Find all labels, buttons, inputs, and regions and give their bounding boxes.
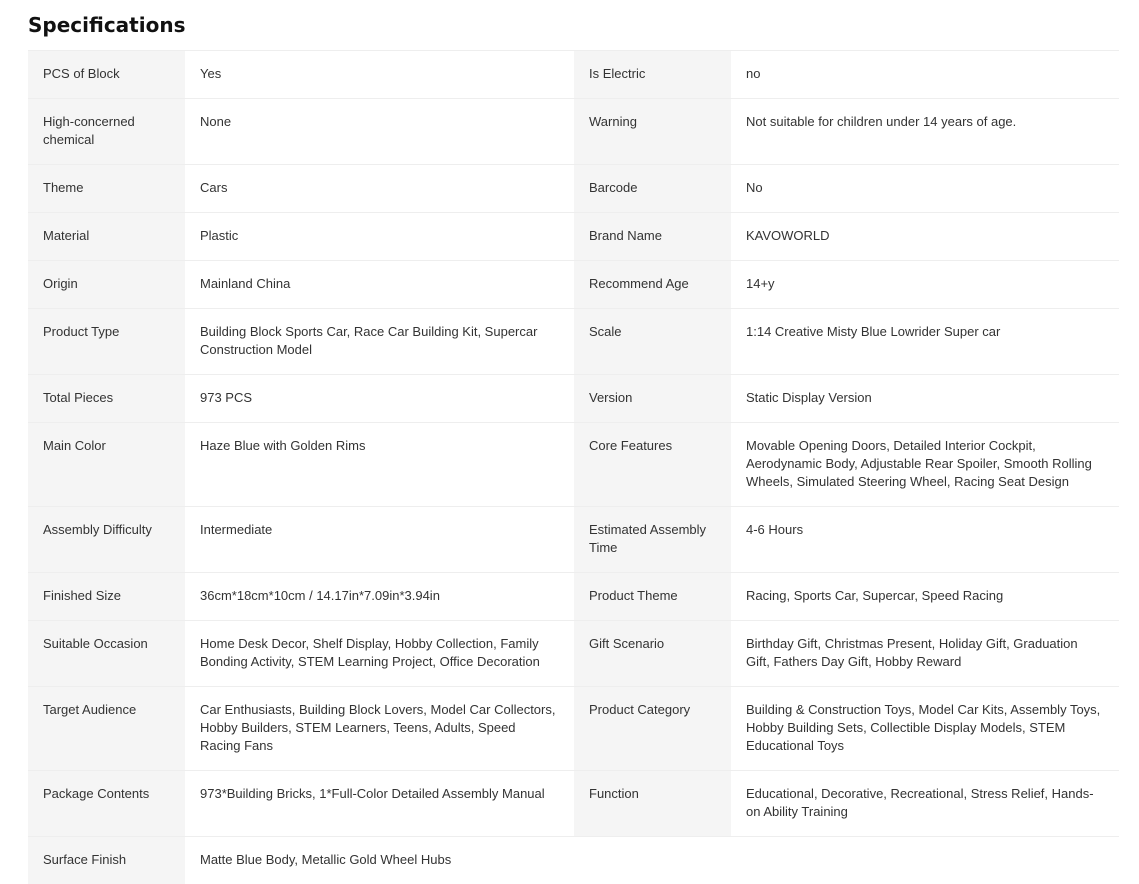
spec-value: None	[185, 99, 574, 165]
spec-value: Plastic	[185, 213, 574, 261]
spec-label: Package Contents	[28, 771, 185, 837]
spec-value: no	[731, 51, 1119, 99]
spec-row	[28, 51, 1119, 99]
spec-row	[28, 687, 1119, 771]
spec-label: Product Theme	[574, 573, 731, 621]
spec-value: Educational, Decorative, Recreational, Stress Relief, Hands-on Ability Training	[731, 771, 1119, 837]
spec-value: 1:14 Creative Misty Blue Lowrider Super car	[731, 309, 1119, 375]
spec-label: Origin	[28, 261, 185, 309]
spec-label: Gift Scenario	[574, 621, 731, 687]
spec-label: Recommend Age	[574, 261, 731, 309]
spec-value: 14+y	[731, 261, 1119, 309]
spec-row	[28, 621, 1119, 687]
spec-label: Product Category	[574, 687, 731, 771]
spec-label: Core Features	[574, 423, 731, 507]
spec-label: Theme	[28, 165, 185, 213]
spec-label: Finished Size	[28, 573, 185, 621]
spec-row	[28, 213, 1119, 261]
spec-label: PCS of Block	[28, 51, 185, 99]
spec-label: Brand Name	[574, 213, 731, 261]
spec-row	[28, 573, 1119, 621]
spec-value: 4-6 Hours	[731, 507, 1119, 573]
spec-value: Car Enthusiasts, Building Block Lovers, Model Car Collectors, Hobby Builders, STEM Learners, Teens, Adults, Speed Racing Fans	[185, 687, 574, 771]
spec-row	[28, 837, 1119, 884]
spec-row	[28, 375, 1119, 423]
spec-value: Mainland China	[185, 261, 574, 309]
spec-value: 973*Building Bricks, 1*Full-Color Detailed Assembly Manual	[185, 771, 574, 837]
spec-value: Cars	[185, 165, 574, 213]
spec-value: 973 PCS	[185, 375, 574, 423]
spec-row	[28, 423, 1119, 507]
spec-row	[28, 99, 1119, 165]
spec-value: 36cm*18cm*10cm / 14.17in*7.09in*3.94in	[185, 573, 574, 621]
spec-value: Matte Blue Body, Metallic Gold Wheel Hubs	[185, 837, 574, 884]
spec-label: Function	[574, 771, 731, 837]
section-title: Specifications	[28, 8, 1119, 42]
spec-label: Warning	[574, 99, 731, 165]
spec-label: Version	[574, 375, 731, 423]
spec-value: Static Display Version	[731, 375, 1119, 423]
spec-value: Birthday Gift, Christmas Present, Holiday Gift, Graduation Gift, Fathers Day Gift, Hobby Reward	[731, 621, 1119, 687]
spec-value: Yes	[185, 51, 574, 99]
spec-value: KAVOWORLD	[731, 213, 1119, 261]
spec-row	[28, 261, 1119, 309]
spec-row	[28, 771, 1119, 837]
specifications-table-body	[28, 51, 1119, 884]
spec-value: Intermediate	[185, 507, 574, 573]
spec-label: High-concerned chemical	[28, 99, 185, 165]
spec-label: Product Type	[28, 309, 185, 375]
spec-label: Assembly Difficulty	[28, 507, 185, 573]
spec-value: Haze Blue with Golden Rims	[185, 423, 574, 507]
spec-value: Building & Construction Toys, Model Car Kits, Assembly Toys, Hobby Building Sets, Collectible Display Models, STEM Educational Toys	[731, 687, 1119, 771]
spec-row	[28, 507, 1119, 573]
spec-label: Suitable Occasion	[28, 621, 185, 687]
spec-value: Not suitable for children under 14 years of age.	[731, 99, 1119, 165]
spec-label: Total Pieces	[28, 375, 185, 423]
spec-label: Estimated Assembly Time	[574, 507, 731, 573]
spec-label: Main Color	[28, 423, 185, 507]
spec-label: Barcode	[574, 165, 731, 213]
spec-value: Building Block Sports Car, Race Car Building Kit, Supercar Construction Model	[185, 309, 574, 375]
spec-label	[574, 837, 731, 884]
spec-value: No	[731, 165, 1119, 213]
spec-value: Home Desk Decor, Shelf Display, Hobby Collection, Family Bonding Activity, STEM Learning Project, Office Decoration	[185, 621, 574, 687]
spec-row	[28, 309, 1119, 375]
spec-label: Target Audience	[28, 687, 185, 771]
spec-label: Scale	[574, 309, 731, 375]
spec-row	[28, 165, 1119, 213]
spec-label: Material	[28, 213, 185, 261]
spec-label: Is Electric	[574, 51, 731, 99]
spec-value: Racing, Sports Car, Supercar, Speed Racing	[731, 573, 1119, 621]
spec-value: Movable Opening Doors, Detailed Interior Cockpit, Aerodynamic Body, Adjustable Rear Spoiler, Smooth Rolling Wheels, Simulated Steering Wheel, Racing Seat Design	[731, 423, 1119, 507]
specifications-table	[28, 50, 1119, 884]
spec-label: Surface Finish	[28, 837, 185, 884]
spec-value	[731, 837, 1119, 884]
